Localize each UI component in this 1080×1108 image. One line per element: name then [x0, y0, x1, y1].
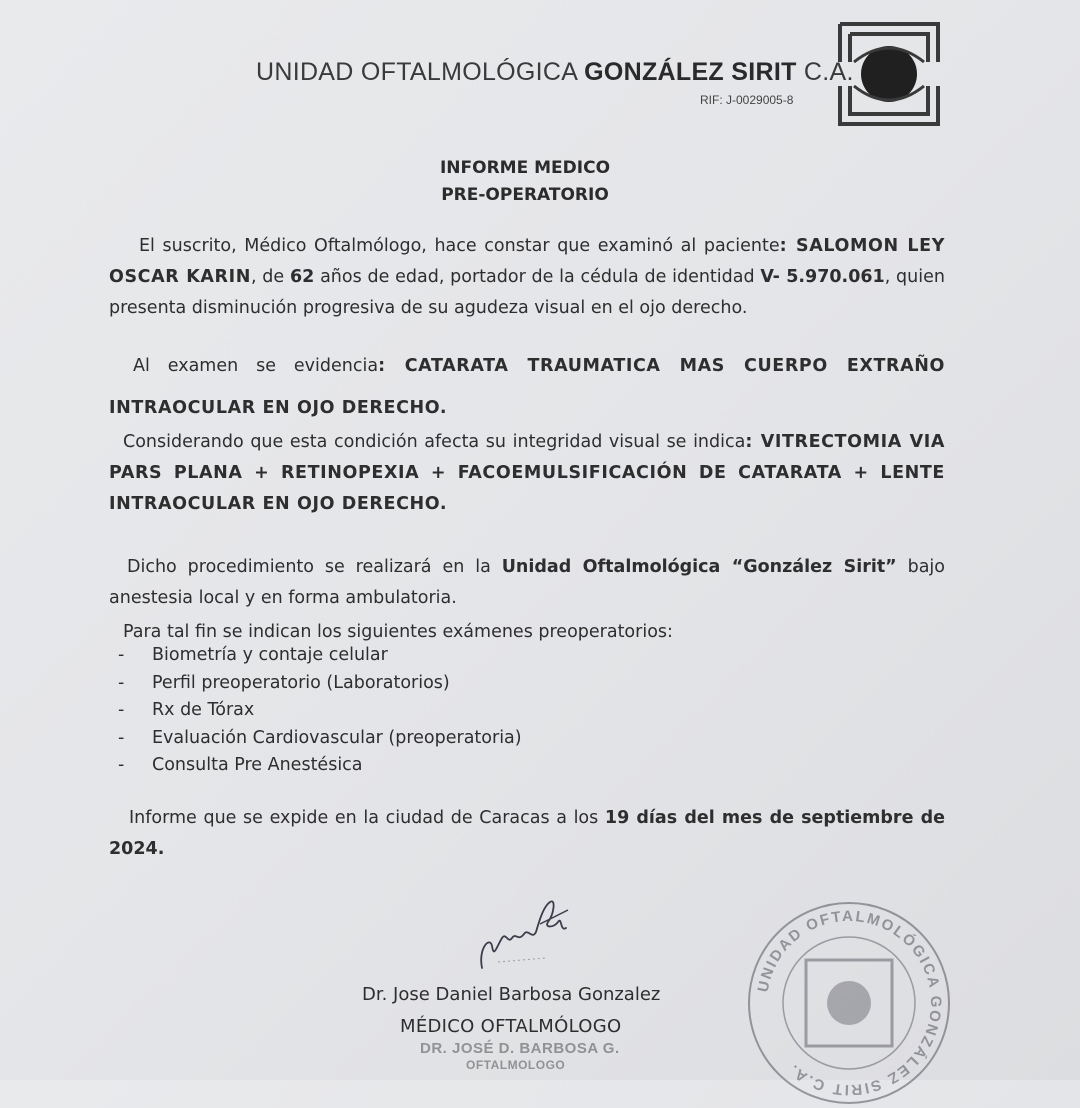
exams-list	[118, 642, 522, 780]
patient-id: V- 5.970.061	[760, 267, 885, 287]
procedure-place: Unidad Oftalmológica “González Sirit”	[501, 557, 897, 577]
paragraph-procedure	[109, 427, 945, 520]
org-name-bold: GONZÁLEZ SIRIT	[584, 58, 797, 86]
doctor-stamp-name: DR. JOSÉ D. BARBOSA G.	[420, 1040, 620, 1057]
list-dash: -	[118, 727, 125, 748]
paragraph-patient	[109, 231, 945, 324]
exam-label: Evaluación Cardiovascular (preoperatoria)	[152, 727, 522, 748]
p3-text: Considerando que esta condición afecta su integridad visual se indica	[123, 432, 746, 452]
paragraph-closing	[109, 803, 945, 865]
clinic-seal-stamp-icon	[744, 898, 954, 1108]
list-dash: -	[118, 755, 125, 775]
p1-text-4: , quien presenta disminución progresiva de su agudeza visual en el ojo derecho.	[109, 267, 945, 318]
exam-label: Consulta Pre Anestésica	[152, 755, 363, 775]
report-subtitle: PRE-OPERATORIO	[441, 185, 609, 205]
paragraph-exams-intro: Para tal fin se indican los siguientes exámenes preoperatorios:	[123, 622, 673, 642]
p1-text-3: años de edad, portador de la cédula de identidad	[314, 267, 761, 287]
handwritten-signature-icon	[470, 888, 580, 978]
p1-text: El suscrito, Médico Oftalmólogo, hace constar que examinó al paciente	[139, 236, 780, 256]
list-item	[118, 697, 522, 725]
list-dash: -	[118, 700, 125, 720]
exam-label: Rx de Tórax	[152, 700, 255, 720]
patient-name: : SALOMON LEY OSCAR KARIN	[109, 236, 946, 287]
p4-text-2: bajo anestesia local y en forma ambulatoria.	[109, 557, 945, 608]
procedure: : VITRECTOMIA VIA PARS PLANA + RETINOPEXIA + FACOEMULSIFICACIÓN DE CATARATA + LENTE INTRAOCULAR EN OJO DERECHO.	[109, 432, 945, 514]
p2-text: Al examen se evidencia	[133, 356, 379, 376]
issue-date: 19 días del mes de septiembre de 2024.	[109, 808, 945, 859]
org-name-prefix: UNIDAD OFTALMOLÓGICA	[256, 58, 585, 86]
list-item	[118, 642, 522, 670]
doctor-stamp-role: OFTALMOLOGO	[466, 1058, 566, 1072]
doctor-name: Dr. Jose Daniel Barbosa Gonzalez	[362, 984, 661, 1005]
list-item	[118, 752, 522, 780]
list-item	[118, 670, 522, 698]
patient-age: 62	[289, 267, 315, 287]
doctor-title: MÉDICO OFTALMÓLOGO	[400, 1016, 622, 1037]
rif-number: RIF: J-0029005-8	[700, 93, 794, 107]
list-dash: -	[118, 645, 125, 665]
list-dash: -	[118, 672, 125, 693]
svg-text:UNIDAD OFTALMOLÓGICA GONZÁLEZ: UNIDAD OFTALMOLÓGICA GONZÁLEZ SIRIT C.A.	[754, 907, 945, 1099]
letterhead-organization-name	[256, 58, 854, 87]
p1-text-2: , de	[250, 267, 290, 287]
exam-label: Biometría y contaje celular	[152, 645, 388, 665]
clinic-logo-icon	[834, 20, 944, 128]
p4-text: Dicho procedimiento se realizará en la	[127, 557, 502, 577]
list-item	[118, 725, 522, 753]
diagnosis: : CATARATA TRAUMATICA MAS CUERPO EXTRAÑO INTRAOCULAR EN OJO DERECHO.	[109, 356, 945, 418]
paragraph-diagnosis	[109, 345, 945, 429]
org-name-suffix: C.A.	[796, 58, 854, 86]
p6-text: Informe que se expide en la ciudad de Caracas a los	[129, 808, 605, 828]
report-title: INFORME MEDICO	[439, 158, 611, 178]
exam-label: Perfil preoperatorio (Laboratorios)	[152, 672, 450, 693]
paragraph-location	[109, 552, 945, 614]
